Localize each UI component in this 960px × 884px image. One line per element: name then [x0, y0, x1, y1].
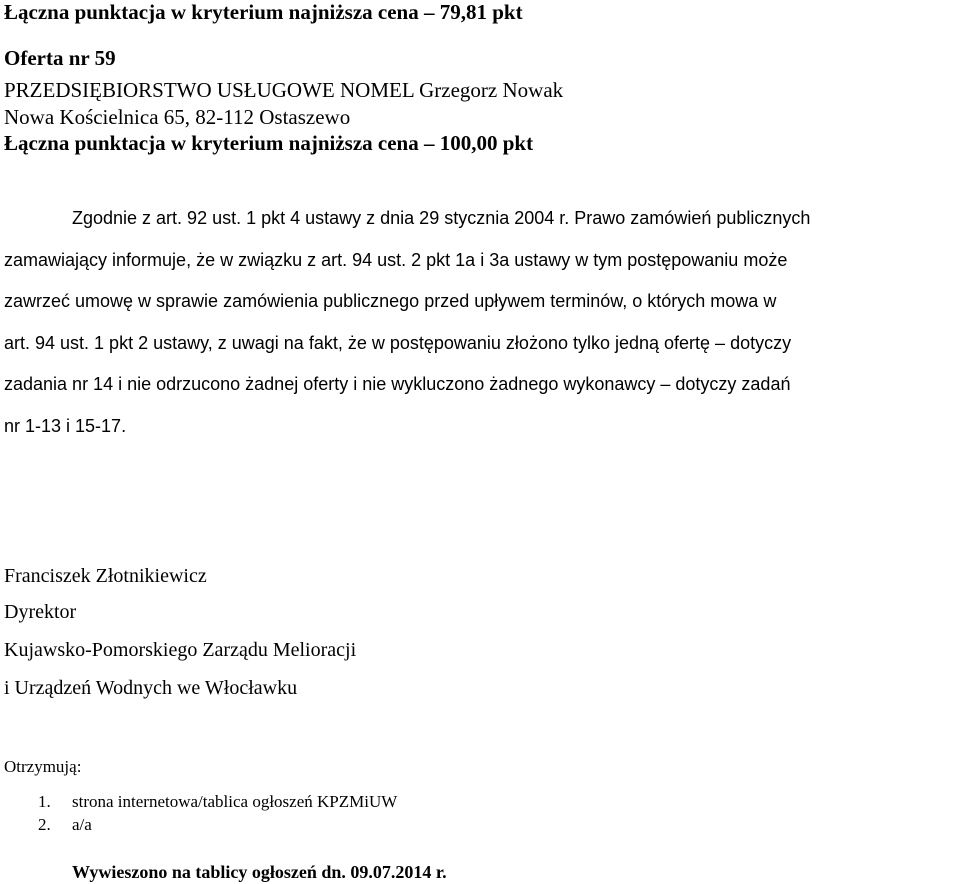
posting-date-note: Wywieszono na tablicy ogłoszeń dn. 09.07.2014 r.	[72, 862, 447, 882]
notice-line: art. 94 ust. 1 pkt 2 ustawy, z uwagi na fakt, że w postępowaniu złożono tylko jedną ofertę – dotyczy	[4, 332, 792, 353]
offer-score: Łączna punktacja w kryterium najniższa cena – 100,00 pkt	[4, 131, 534, 155]
notice-line: zamawiający informuje, że w związku z art. 94 ust. 2 pkt 1a i 3a ustawy w tym postępowaniu może	[4, 249, 788, 270]
notice-line: zawrzeć umowę w sprawie zamówienia publicznego przed upływem terminów, o których mowa w	[4, 291, 777, 311]
notice-line: Zgodnie z art. 92 ust. 1 pkt 4 ustawy z dnia 29 stycznia 2004 r. Prawo zamówień publicznych	[72, 208, 811, 228]
signatory-title: Dyrektor	[4, 601, 77, 623]
signatory-name: Franciszek Złotnikiewicz	[4, 565, 207, 587]
recipient-text: strona internetowa/tablica ogłoszeń KPZMiUW	[72, 792, 398, 811]
offer-number: Oferta nr 59	[4, 46, 116, 70]
notice-line: zadania nr 14 i nie odrzucono żadnej oferty i nie wykluczono żadnego wykonawcy – dotyczy zadań	[4, 374, 791, 394]
offer-address: Nowa Kościelnica 65, 82-112 Ostaszewo	[4, 105, 351, 129]
offer-company: PRZEDSIĘBIORSTWO USŁUGOWE NOMEL Grzegorz Nowak	[4, 78, 564, 102]
recipient-number: 2.	[38, 815, 51, 834]
recipient-number: 1.	[38, 792, 51, 811]
signatory-org-line2: i Urządzeń Wodnych we Włocławku	[4, 677, 298, 699]
notice-line: nr 1-13 i 15-17.	[4, 415, 127, 436]
recipients-label: Otrzymują:	[4, 757, 82, 776]
previous-offer-score: Łączna punktacja w kryterium najniższa cena – 79,81 pkt	[4, 0, 523, 24]
legal-notice-paragraph	[4, 198, 952, 447]
signatory-org-line1: Kujawsko-Pomorskiego Zarządu Melioracji	[4, 639, 357, 661]
recipient-text: a/a	[72, 815, 92, 834]
